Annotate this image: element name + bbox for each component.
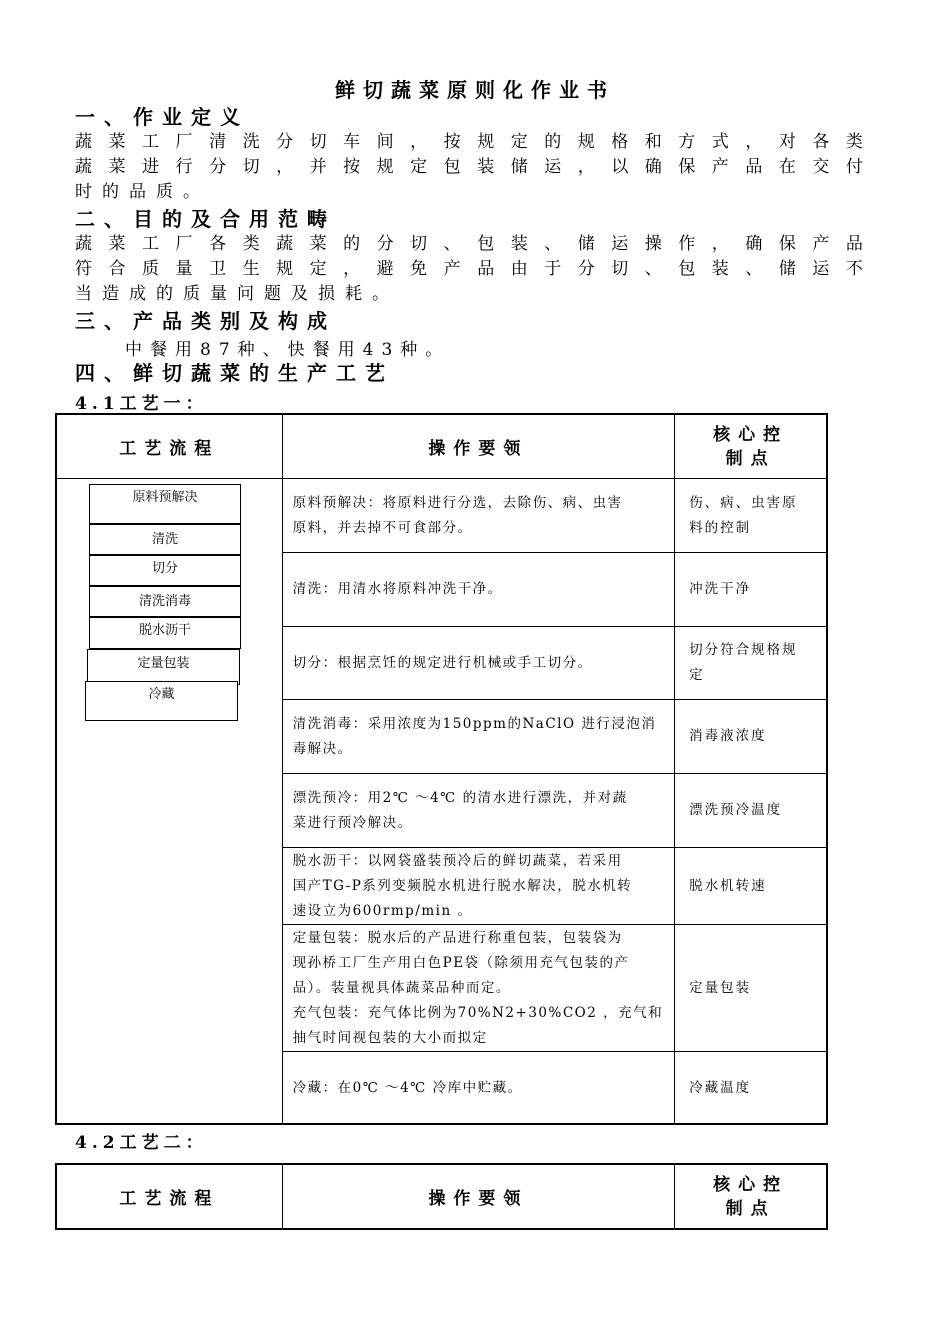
body-char: 合 [108,259,126,279]
body-char: 规 [577,132,595,152]
body-char: 确 [644,157,662,177]
body-char: 规 [376,157,394,177]
body-line [75,257,863,282]
body-char: ， [711,234,729,254]
body-char: 分 [577,259,595,279]
op-line: 漂洗预冷：用2℃ ～4℃ 的清水进行漂洗，并对蔬 [292,789,628,806]
body-char: 免 [410,259,428,279]
body-char: 分 [209,157,227,177]
body-char: 产 [711,157,729,177]
body-char: 切 [242,157,260,177]
op-line: 原料预解决：将原料进行分选，去除伤、病、虫害 [292,494,623,511]
body-char: 交 [812,157,830,177]
body-char: 菜 [108,132,126,152]
header-operation: 操作要领 [282,415,675,479]
body-char: 菜 [108,234,126,254]
op-line: 冷藏：在0℃ ～4℃ 冷库中贮藏。 [292,1079,523,1096]
body-char: ， [276,157,294,177]
operation-cell [282,700,675,774]
body-char: 量 [175,259,193,279]
body-char: 工 [142,132,160,152]
process-two-table [56,1164,827,1229]
body-char: 运 [544,157,562,177]
body-char: 各 [812,132,830,152]
body-char: 生 [242,259,260,279]
body-char: 品 [745,157,763,177]
body-char: 蔬 [276,234,294,254]
op-line: 充气包装：充气体比例为70%N2+30%CO2 ，充气和 [292,1004,664,1021]
flow-step-refrigeration: 冷藏 [85,681,238,721]
body-char: 方 [678,132,696,152]
control-cell [675,700,827,774]
body-char: 厂 [175,132,193,152]
header-flow: 工艺流程 [57,415,283,479]
cp-line: 伤、病、虫害原 [689,494,798,511]
cp-line: 冷藏温度 [689,1079,752,1096]
body-char: ， [343,259,361,279]
body-line [75,155,863,180]
body-char: 包 [477,234,495,254]
body-char: 包 [678,259,696,279]
op-line: 品）。装量视具体蔬菜品种而定。 [292,979,511,996]
body-char: 品 [845,234,863,254]
operation-cell [282,553,675,627]
flow-step-dewatering: 脱水沥干 [89,617,241,649]
flow-step-cutting: 切分 [89,555,241,586]
cp-line: 切分符合规格规 [689,642,798,658]
body-char: 式 [711,132,729,152]
body-char: 蔬 [75,234,92,254]
operation-cell [282,479,675,553]
body-char: 蔬 [75,157,92,177]
body-char: 作 [678,234,696,254]
body-char: 储 [510,157,528,177]
body-char: 产 [812,234,830,254]
body-char: 、 [544,234,562,254]
body-char: 运 [611,234,629,254]
body-char: 类 [845,132,863,152]
body-char: 产 [443,259,461,279]
body-char: 储 [577,234,595,254]
header-control-point [675,415,827,479]
header-operation: 操作要领 [282,1165,674,1229]
body-char: 保 [678,157,696,177]
cp-line: 定量包装 [689,979,752,996]
op-line: 国产TG-P系列变频脱水机进行脱水解决，脱水机转 [292,877,633,894]
cp-line: 漂洗预冷温度 [689,802,783,818]
operation-cell [282,774,675,848]
table-header-row [57,1165,827,1229]
body-char: 洗 [242,132,260,152]
body-char: 对 [778,132,796,152]
body-char: 确 [745,234,763,254]
header-control-line: 核心控 [713,1174,789,1195]
section-heading-process: 四、鲜切蔬菜的生产工艺 [75,361,394,385]
body-char: 、 [644,259,662,279]
body-char: 并 [309,157,327,177]
body-char: 格 [611,132,629,152]
op-line: 定量包装：脱水后的产品进行称重包装，包装袋为 [292,929,623,946]
body-char: 装 [510,234,528,254]
control-cell [675,1052,827,1125]
flow-step-pretreatment: 原料预解决 [89,484,241,524]
op-line: 抽气时间视包装的大小而拟定 [292,1029,488,1046]
body-char: 蔬 [75,132,92,152]
body-char: 避 [376,259,394,279]
body-char: 各 [209,234,227,254]
page-title: 鲜切蔬菜原则化作业书 [335,78,615,102]
header-control-line: 制点 [725,448,776,469]
flow-step-disinfection: 清洗消毒 [89,586,241,617]
op-line: 菜进行预冷解决。 [292,814,413,831]
op-line: 速设立为600rmp/min 。 [292,902,473,919]
process-two-label: 4.2工艺二： [75,1133,208,1153]
body-char: 卫 [209,259,227,279]
body-char: 切 [611,259,629,279]
body-char: 保 [778,234,796,254]
cp-line: 料的控制 [689,519,752,536]
body-char: 以 [611,157,629,177]
body-line: 当造成的质量问题及损耗。 [75,284,399,304]
body-char: 操 [644,234,662,254]
body-char: 装 [477,157,495,177]
body-char: 规 [477,132,495,152]
section-heading-definition: 一、作业定义 [75,105,249,129]
body-char: 质 [142,259,160,279]
op-line: 脱水沥干：以网袋盛装预冷后的鲜切蔬菜，若采用 [292,852,623,869]
flow-step-washing: 清洗 [89,524,241,555]
op-line: 清洗：用清水将原料冲洗干净。 [292,581,503,597]
body-char: 菜 [108,157,126,177]
control-cell [675,774,827,848]
header-control-line: 制点 [725,1198,776,1219]
cp-line: 冲洗干净 [689,581,752,597]
body-char: 厂 [175,234,193,254]
product-counts: 中餐用87种、快餐用43种。 [125,340,451,360]
body-char: 分 [376,234,394,254]
body-char: 行 [175,157,193,177]
control-cell [675,848,827,925]
body-char: 不 [845,259,863,279]
op-line: 现孙桥工厂生产用白色PE袋（除须用充气包装的产 [292,954,630,971]
body-char: 的 [544,132,562,152]
flow-step-packaging: 定量包装 [87,649,240,685]
body-char: 运 [812,259,830,279]
header-control-line: 核心控 [713,424,789,445]
section-heading-products: 三、产品类别及构成 [75,309,336,333]
header-flow: 工艺流程 [57,1165,283,1229]
cp-line: 消毒液浓度 [689,728,767,744]
body-char: 装 [711,259,729,279]
operation-cell [282,627,675,700]
body-char: 于 [544,259,562,279]
body-char: 车 [343,132,361,152]
body-char: 、 [443,234,461,254]
body-char: 储 [778,259,796,279]
control-cell [675,925,827,1052]
op-line: 毒解决。 [292,740,353,757]
body-char: 、 [745,259,763,279]
operation-cell [282,848,675,925]
table-header-row [57,415,827,479]
body-char: ， [410,132,428,152]
cp-line: 定 [689,667,705,683]
body-char: 类 [242,234,260,254]
control-cell [675,479,827,553]
body-char: 定 [410,157,428,177]
body-char: 付 [845,157,863,177]
section-body-scope [75,232,863,307]
body-char: 清 [209,132,227,152]
body-char: 菜 [309,234,327,254]
body-char: 品 [477,259,495,279]
section-heading-scope: 二、目的及合用范畴 [75,207,336,231]
operation-cell [282,925,675,1052]
body-char: 按 [343,157,361,177]
body-char: 由 [510,259,528,279]
body-char: 工 [142,234,160,254]
body-char: 包 [443,157,461,177]
body-char: 符 [75,259,92,279]
process-one-label: 4.1工艺一： [75,394,208,414]
body-char: 进 [142,157,160,177]
body-char: 在 [778,157,796,177]
body-char: 的 [343,234,361,254]
op-line: 清洗消毒：采用浓度为150ppm的NaClO 进行浸泡消 [292,715,657,732]
body-line: 时的品质。 [75,182,210,202]
body-char: 切 [410,234,428,254]
cp-line: 脱水机转速 [689,877,767,894]
body-char: 按 [443,132,461,152]
body-char: 定 [309,259,327,279]
body-char: 分 [276,132,294,152]
op-line: 原料，并去掉不可食部分。 [292,519,473,536]
operation-cell [282,1052,675,1125]
body-char: ， [577,157,595,177]
body-char: ， [745,132,763,152]
body-char: 规 [276,259,294,279]
body-char: 间 [376,132,394,152]
body-line [75,130,863,155]
body-char: 和 [644,132,662,152]
header-control-point [675,1165,827,1229]
body-char: 切 [309,132,327,152]
control-cell [675,627,827,700]
control-cell [675,553,827,627]
body-line [75,232,863,257]
body-char: 定 [510,132,528,152]
section-body-definition [75,130,863,205]
op-line: 切分：根据烹饪的规定进行机械或手工切分。 [292,654,593,671]
